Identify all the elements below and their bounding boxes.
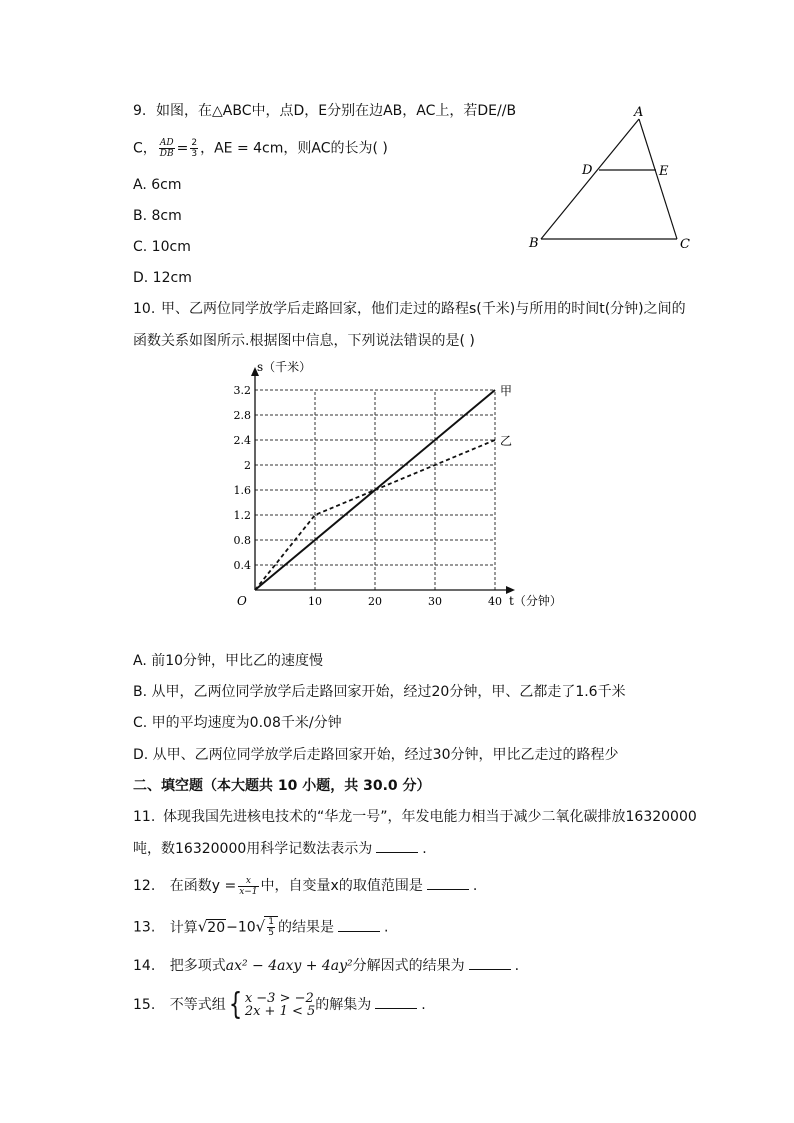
q10-option-d[interactable]: D. 从甲、乙两位同学放学后走路回家开始，经过30分钟，甲比乙走过的路程少 — [133, 747, 619, 763]
x-tick-label: 20 — [368, 595, 382, 608]
q15-inequality-system: x −3 > −2 2x + 1 < 5 — [244, 991, 316, 1019]
q13-radicand: 20 — [207, 919, 226, 936]
q11-period: . — [422, 841, 427, 857]
x-tick-label: 30 — [428, 595, 442, 608]
q15-stem-text-2: 的解集为 — [315, 997, 372, 1013]
series-label: 甲 — [500, 384, 513, 398]
label-b: B — [529, 236, 539, 251]
q14-line — [133, 955, 519, 976]
q15-period: . — [421, 997, 426, 1013]
x-axis-label: t（分钟） — [509, 594, 562, 608]
side-ac — [639, 119, 677, 239]
q15-number: 15. — [133, 997, 156, 1013]
y-tick-label: 2.8 — [233, 409, 251, 422]
q9-stem-line2 — [133, 138, 388, 159]
section-heading-fill-in: 二、填空题（本大题共 10 小题，共 30.0 分） — [133, 778, 431, 794]
q9-triangle-figure — [520, 100, 700, 260]
q9-ratio-fraction: $\frac{AD}{DB}$ — [159, 138, 174, 159]
y-tick-label: 1.2 — [233, 509, 251, 522]
q10-stem-line2: 函数关系如图所示.根据图中信息，下列说法错误的是( ) — [133, 333, 475, 349]
q12-period: . — [472, 878, 478, 894]
q13-stem-text-2: 的结果是 — [277, 919, 334, 936]
q9-option-b[interactable]: B. 8cm — [133, 208, 182, 224]
q13-radicand-fraction: $\frac{1}{5}$ — [268, 917, 274, 938]
label-d: D — [582, 163, 593, 178]
q11-number: 11. — [133, 809, 156, 825]
q15-stem-text: 不等式组 — [169, 997, 226, 1013]
y-tick-label: 3.2 — [233, 384, 251, 397]
q13-answer-blank[interactable] — [338, 917, 380, 932]
q11-stem-line1: 体现我国先进核电技术的“华龙一号”，年发电能力相当于减少二氧化碳排放16320000 — [163, 809, 697, 825]
series-label: 乙 — [500, 434, 513, 448]
label-c: C — [680, 237, 690, 252]
q14-stem-text-2: 分解因式的结果为 — [352, 958, 465, 974]
q14-period: . — [514, 958, 520, 974]
q10-option-b[interactable]: B. 从甲，乙两位同学放学后走路回家开始，经过20分钟，甲、乙都走了1.6千米 — [133, 684, 626, 700]
q9-number: 9. — [133, 103, 147, 119]
q14-answer-blank[interactable] — [469, 955, 511, 970]
q13-operator: −10 — [226, 919, 256, 936]
label-e: E — [659, 164, 669, 179]
q15-answer-blank[interactable] — [375, 994, 417, 1009]
q11-stem-text: 吨，数16320000用科学记数法表示为 — [133, 841, 373, 857]
sqrt-symbol-2: √ — [255, 917, 266, 936]
q13-line — [133, 916, 388, 938]
q12-line — [133, 875, 477, 897]
y-axis-label: s（千米） — [257, 360, 312, 374]
system-brace: { — [228, 987, 242, 1022]
q12-answer-blank[interactable] — [427, 875, 469, 890]
q9-value-fraction: $\frac{2}{3}$ — [191, 138, 198, 159]
q9-stem-text-2: ，AE = 4cm，则AC的长为( ) — [200, 140, 388, 157]
q10-number: 10. — [133, 301, 156, 317]
y-tick-label: 0.8 — [233, 534, 251, 547]
q10-stem-line1: 甲、乙两位同学放学后走路回家，他们走过的路程s(千米)与所用的时间t(分钟)之间的 — [161, 301, 686, 317]
y-tick-label: 2 — [244, 459, 251, 472]
y-tick-label: 0.4 — [233, 559, 251, 572]
q12-stem-text: 在函数y = — [169, 878, 237, 894]
q14-number: 14. — [133, 958, 156, 974]
x-tick-label: 10 — [308, 595, 322, 608]
x-axis-arrow — [506, 586, 515, 594]
q14-polynomial: ax² − 4axy + 4ay² — [225, 958, 353, 974]
y-tick-label: 2.4 — [233, 434, 251, 447]
q13-period: . — [383, 919, 389, 936]
q9-stem-line1: 如图，在△ABC中，点D，E分别在边AB，AC上，若DE//B — [156, 103, 517, 119]
q9-option-a[interactable]: A. 6cm — [133, 177, 182, 193]
q15-line — [133, 987, 426, 1022]
y-tick-label: 1.6 — [233, 484, 251, 497]
label-a: A — [634, 105, 644, 120]
q10-option-c[interactable]: C. 甲的平均速度为0.08千米/分钟 — [133, 715, 342, 731]
q13-stem-text: 计算 — [169, 919, 198, 936]
x-tick-label: 40 — [488, 595, 502, 608]
origin-label: O — [237, 594, 247, 608]
q9-option-d[interactable]: D. 12cm — [133, 270, 192, 286]
q12-function-fraction: $\frac{x}{x-1}$ — [239, 875, 258, 897]
q9-equals: = — [176, 140, 189, 157]
q10-option-a[interactable]: A. 前10分钟，甲比乙的速度慢 — [133, 653, 324, 669]
sqrt-symbol: √ — [197, 917, 208, 936]
q10-distance-time-chart — [225, 355, 585, 615]
q11-answer-blank[interactable] — [376, 838, 418, 853]
q9-stem-text: C， — [133, 140, 157, 157]
side-ab — [541, 119, 639, 239]
q13-number: 13. — [133, 919, 156, 936]
q12-stem-text-2: 中，自变量x的取值范围是 — [260, 878, 423, 894]
q14-stem-text: 把多项式 — [169, 958, 226, 974]
q12-number: 12. — [133, 878, 156, 894]
q11-stem-line2 — [133, 838, 427, 859]
q9-option-c[interactable]: C. 10cm — [133, 239, 191, 255]
